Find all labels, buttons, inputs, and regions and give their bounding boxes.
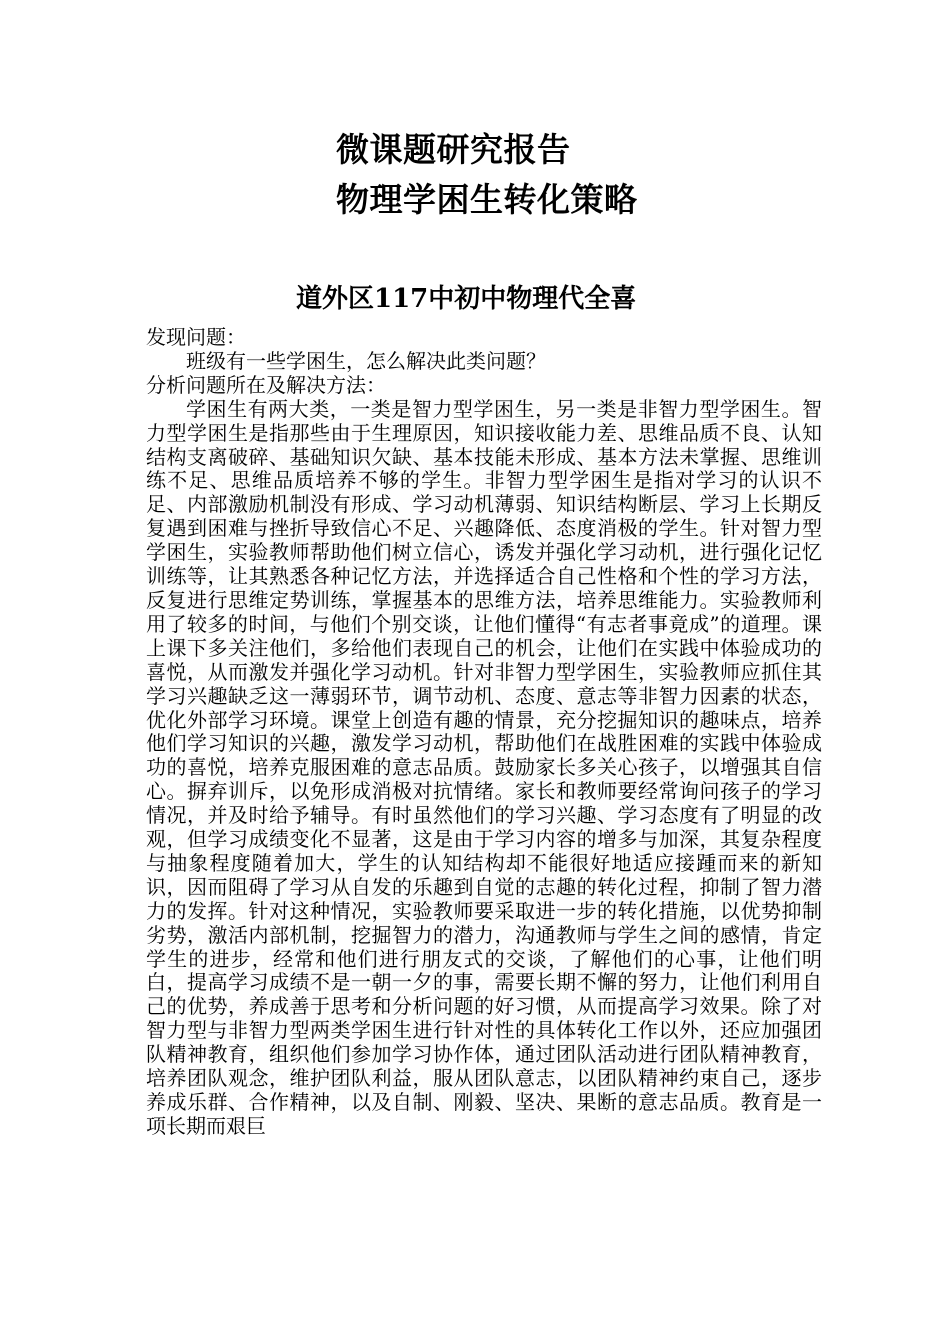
author-line: 道外区117中初中物理代全喜 xyxy=(296,284,637,314)
section-heading-analysis: 分析问题所在及解决方法： xyxy=(146,372,386,397)
section-paragraph-analysis: 学困生有两大类，一类是智力型学困生，另一类是非智力型学困生。智力型学困生是指那些由于生理原因，知识接收能力差、思维品质不良、认知结构支离破碎、基础知识欠缺、基本技能未形成、基本方法未掌握、思维训练不足、思维品质培养不够的学生。非智力型学困生是指对学习的认识不足、内部激励机制没有形成、学习动机薄弱、知识结构断层、学习上长期反复遇到困难与挫折导致信心不足、兴趣降低、态度消极的学生。针对智力型学困生，实验教师帮助他们树立信心，诱发并强化学习动机，进行强化记忆训练等，让其熟悉各种记忆方法，并选择适合自己性格和个性的学习方法，反复进行思维定势训练，掌握基本的思维方法，培养思维能力。实验教师利用了较多的时间，与他们个别交谈，让他们懂得“有志者事竟成”的道理。课上课下多关注他们，多给他们表现自己的机会，让他们在实践中体验成功的喜悦，从而激发并强化学习动机。针对非智力型学困生，实验教师应抓住其学习兴趣缺乏这一薄弱环节，调节动机、态度、意志等非智力因素的状态，优化外部学习环境。课堂上创造有趣的情景，充分挖掘知识的趣味点，培养他们学习知识的兴趣，激发学习动机，帮助他们在战胜困难的实践中体验成功的喜悦，培养克服困难的意志品质。鼓励家长多关心孩子，以增强其自信心。摒弃训斥，以免形成消极对抗情绪。家长和教师要经常询问孩子的学习情况，并及时给予辅导。有时虽然他们的学习兴趣、学习态度有了明显的改观，但学习成绩变化不显著，这是由于学习内容的增多与加深，其复杂程度与抽象程度随着加大，学生的认知结构却不能很好地适应接踵而来的新知识，因而阻碍了学习从自发的乐趣到自觉的志趣的转化过程，抑制了智力潜力的发挥。针对这种情况，实验教师要采取进一步的转化措施，以优势抑制劣势，激活内部机制，挖掘智力的潜力，沟通教师与学生之间的感情，肯定学生的进步，经常和他们进行朋友式的交谈，了解他们的心事，让他们明白，提高学习成绩不是一朝一夕的事，需要长期不懈的努力，让他们利用自己的优势，养成善于思考和分析问题的好习惯，从而提高学习效果。除了对智力型与非智力型两类学困生进行针对性的具体转化工作以外，还应加强团队精神教育，组织他们参加学习协作体，通过团队活动进行团队精神教育，培养团队观念，维护团队利益，服从团队意志，以团队精神约束自己，逐步养成乐群、合作精神，以及自制、刚毅、坚决、果断的意志品质。教育是一项长期而艰巨 xyxy=(146,396,822,1138)
document-body xyxy=(146,326,822,1139)
report-title: 微课题研究报告 xyxy=(336,130,571,169)
section-heading-find-problem: 发现问题： xyxy=(146,325,246,349)
section-paragraph-problem: 班级有一些学困生，怎么解决此类问题？ xyxy=(186,348,546,373)
report-subtitle: 物理学困生转化策略 xyxy=(336,180,638,219)
